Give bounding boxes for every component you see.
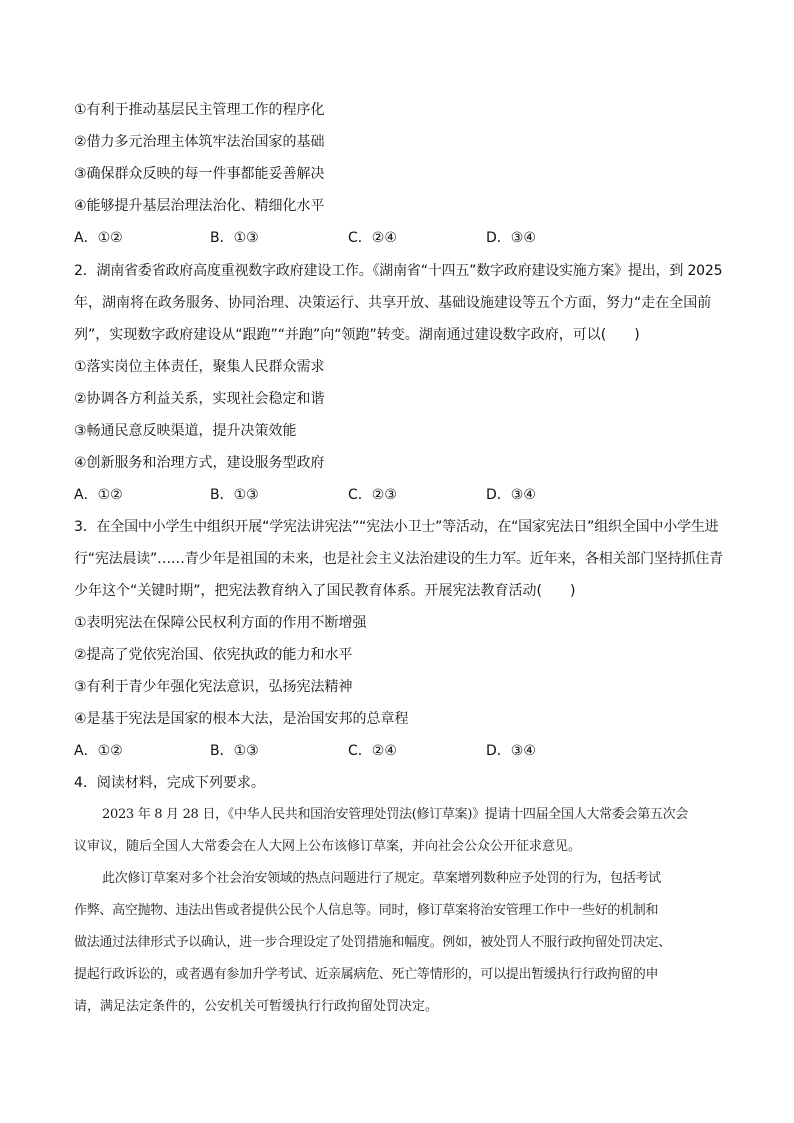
q1-option-b: B．①③ bbox=[210, 230, 259, 246]
q2-stem-line-3: 列”，实现数字政府建设从“跟跑”“并跑”向“领跑”转变。湖南通过建设数字政府，可以( ) bbox=[74, 327, 640, 343]
q3-stem-line-2: 行“宪法晨读”……青少年是祖国的未来，也是社会主义法治建设的生力军。近年来，各相关部门坚持抓住青 bbox=[74, 551, 723, 567]
q2-option-b: B．①③ bbox=[210, 487, 259, 503]
q2-option-a: A．①② bbox=[74, 487, 123, 503]
q2-option-c: C．②③ bbox=[348, 487, 397, 503]
q3-option-d: D．③④ bbox=[486, 743, 536, 759]
q4-material-p1-line-1: 2023 年 8 月 28 日，《中华人民共和国治安管理处罚法(修订草案)》提请十四届全国人大常委会第五次会 bbox=[102, 807, 689, 822]
q2-option-d: D．③④ bbox=[486, 487, 536, 503]
q3-stem-line-1: 3．在全国中小学生中组织开展“学宪法讲宪法”“宪法小卫士”等活动，在“国家宪法日”组织全国中小学生进 bbox=[74, 519, 719, 535]
q4-material-p2-line-1: 此次修订草案对多个社会治安领域的热点问题进行了规定。草案增列数种应予处罚的行为，包括考试 bbox=[102, 871, 661, 886]
q1-option-a: A．①② bbox=[74, 230, 123, 246]
q1-item-2: ②借力多元治理主体筑牢法治国家的基础 bbox=[74, 134, 325, 150]
q1-item-4: ④能够提升基层治理法治化、精细化水平 bbox=[74, 198, 325, 214]
q4-material-p2-line-3: 做法通过法律形式予以确认，进一步合理设定了处罚措施和幅度。例如，被处罚人不服行政拘留处罚决定、 bbox=[74, 935, 671, 950]
q3-option-b: B．①③ bbox=[210, 743, 259, 759]
q1-option-c: C．②④ bbox=[348, 230, 397, 246]
q3-item-4: ④是基于宪法是国家的根本大法，是治国安邦的总章程 bbox=[74, 711, 409, 727]
q4-material-p2-line-2: 作弊、高空抛物、违法出售或者提供公民个人信息等。同时，修订草案将治安管理工作中一些好的机制和 bbox=[74, 903, 659, 918]
q2-item-4: ④创新服务和治理方式，建设服务型政府 bbox=[74, 455, 325, 471]
q2-stem-line-2: 年，湖南将在政务服务、协同治理、决策运行、共享开放、基础设施建设等五个方面，努力“走在全国前 bbox=[74, 295, 712, 311]
q4-material-p1-line-2: 议审议，随后全国人大常委会在人大网上公布该修订草案，并向社会公众公开征求意见。 bbox=[74, 839, 582, 854]
q4-material-p2-line-4: 提起行政诉讼的，或者遇有参加升学考试、近亲属病危、死亡等情形的，可以提出暂缓执行行政拘留的申 bbox=[74, 967, 659, 982]
q3-item-2: ②提高了党依宪治国、依宪执政的能力和水平 bbox=[74, 647, 353, 663]
q2-stem-line-1: 2．湖南省委省政府高度重视数字政府建设工作。《湖南省“十四五”数字政府建设实施方案》提出，到 2025 bbox=[74, 263, 723, 279]
q1-item-1: ①有利于推动基层民主管理工作的程序化 bbox=[74, 102, 325, 118]
q3-item-3: ③有利于青少年强化宪法意识，弘扬宪法精神 bbox=[74, 679, 353, 695]
q4-stem: 4．阅读材料，完成下列要求。 bbox=[74, 775, 265, 791]
q3-item-1: ①表明宪法在保障公民权利方面的作用不断增强 bbox=[74, 615, 367, 631]
q3-option-a: A．①② bbox=[74, 743, 123, 759]
q4-material-p2-line-5: 请，满足法定条件的，公安机关可暂缓执行行政拘留处罚决定。 bbox=[74, 999, 439, 1014]
q1-option-d: D．③④ bbox=[486, 230, 536, 246]
q2-item-2: ②协调各方利益关系，实现社会稳定和谐 bbox=[74, 391, 325, 407]
q3-stem-line-3: 少年这个“关键时期”，把宪法教育纳入了国民教育体系。开展宪法教育活动( ) bbox=[74, 583, 576, 599]
q2-item-1: ①落实岗位主体责任，聚集人民群众需求 bbox=[74, 359, 325, 375]
q1-item-3: ③确保群众反映的每一件事都能妥善解决 bbox=[74, 166, 325, 182]
q3-option-c: C．②④ bbox=[348, 743, 397, 759]
q2-item-3: ③畅通民意反映渠道，提升决策效能 bbox=[74, 423, 297, 439]
